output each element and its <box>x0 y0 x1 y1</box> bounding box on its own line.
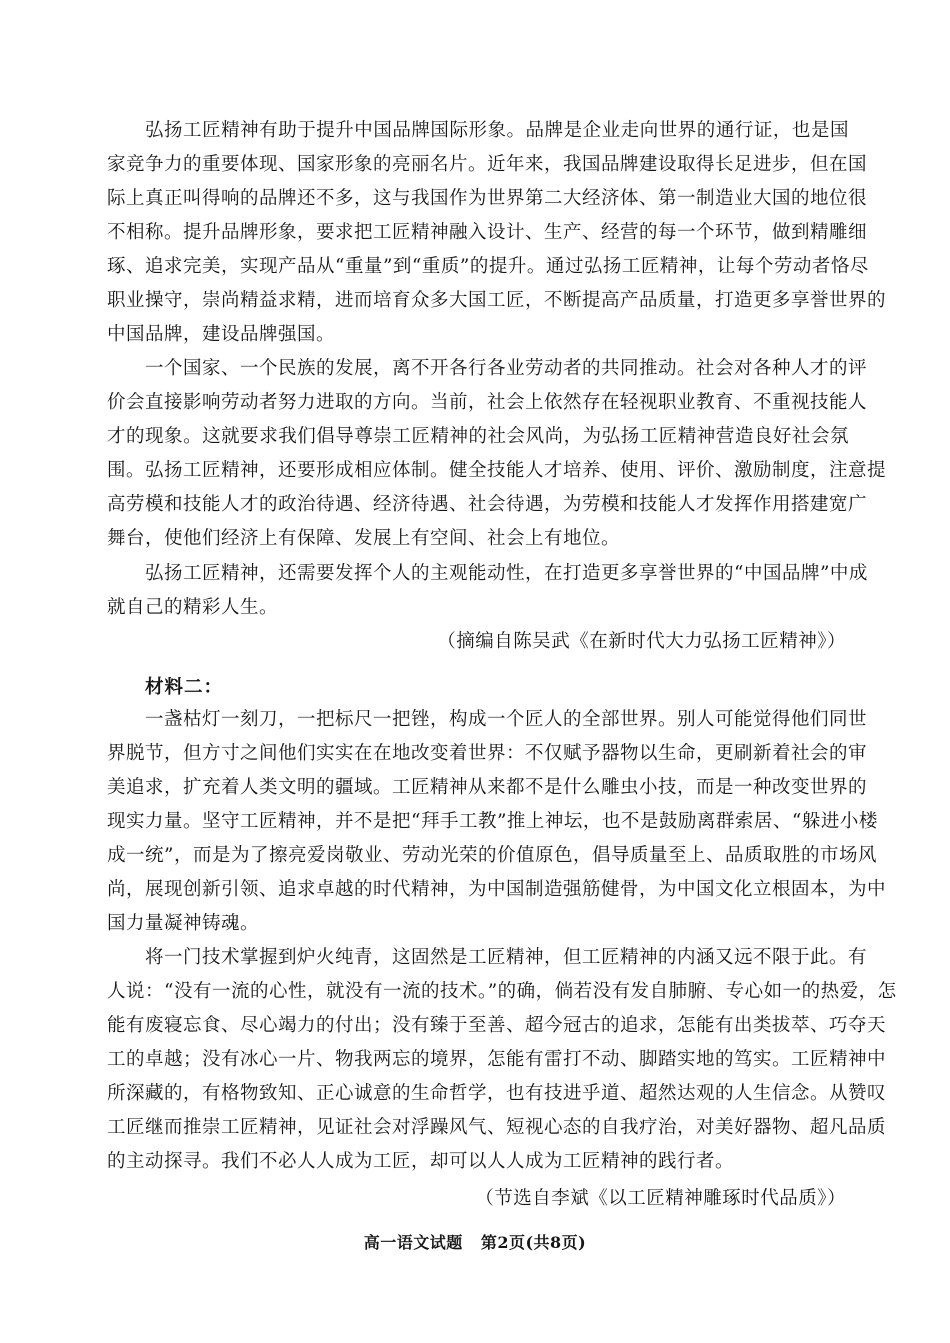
text-line: 才的现象。这就要求我们倡导尊崇工匠精神的社会风尚，为弘扬工匠精神营造良好社会氛 <box>107 426 849 447</box>
text-line: 价会直接影响劳动者努力进取的方向。当前，社会上依然存在轻视职业教育、不重视技能人 <box>107 392 868 413</box>
text-line: 工匠继而推崇工匠精神，见证社会对浮躁风气、短视心态的自我疗治，对美好器物、超凡品质 <box>107 1117 887 1138</box>
text-line: 高劳模和技能人才的政治待遇、经济待遇、社会待遇，为劳模和技能人才发挥作用搭建宽广 <box>107 494 868 515</box>
text-line: 弘扬工匠精神有助于提升中国品牌国际形象。品牌是企业走向世界的通行证，也是国 <box>145 120 849 141</box>
text-line: 能有废寝忘食、尽心竭力的付出；没有臻于至善、超今冠古的追求，怎能有出类拔萃、巧夺天 <box>107 1015 887 1036</box>
exam-title: 高一语文试题 <box>363 1233 463 1252</box>
source-citation: （节选自李斌《以工匠精神雕琢时代品质》） <box>475 1188 846 1209</box>
page-number: 第2页(共8页) <box>480 1233 587 1252</box>
text-line: 家竞争力的重要体现、国家形象的亮丽名片。近年来，我国品牌建设取得长足进步，但在国 <box>107 154 868 175</box>
text-line: 就自己的精彩人生。 <box>107 597 279 618</box>
text-line: 现实力量。坚守工匠精神，并不是把“拜手工教”推上神坛，也不是鼓励离群索居、“躲进小楼 <box>107 811 878 832</box>
text-line: 一个国家、一个民族的发展，离不开各行各业劳动者的共同推动。社会对各种人才的评 <box>145 358 868 379</box>
text-line: 舞台，使他们经济上有保障、发展上有空间、社会上有地位。 <box>107 528 621 549</box>
text-line: 中国品牌，建设品牌强国。 <box>107 324 336 345</box>
text-line: 不相称。提升品牌形象，要求把工匠精神融入设计、生产、经营的每一个环节，做到精雕细 <box>107 222 868 243</box>
page-footer <box>0 1230 950 1253</box>
text-line: 工的卓越；没有冰心一片、物我两忘的境界，怎能有雷打不动、脚踏实地的笃实。工匠精神中 <box>107 1049 887 1070</box>
section-heading: 材料二： <box>145 677 224 698</box>
text-line: 尚，展现创新引领、追求卓越的时代精神，为中国制造强筋健骨，为中国文化立根固本，为中 <box>107 879 887 900</box>
text-line: 际上真正叫得响的品牌还不多，这与我国作为世界第二大经济体、第一制造业大国的地位很 <box>107 188 868 209</box>
text-line: 人说：“没有一流的心性，就没有一流的技术。”的确，倘若没有发自肺腑、专心如一的热爱，怎 <box>107 981 897 1002</box>
source-citation: （摘编自陈吴武《在新时代大力弘扬工匠精神》） <box>437 631 846 652</box>
text-line: 界脱节，但方寸之间他们实实在在地改变着世界：不仅赋予器物以生命，更刷新着社会的审 <box>107 743 868 764</box>
text-line: 一盏枯灯一刻刀，一把标尺一把锉，构成一个匠人的全部世界。别人可能觉得他们同世 <box>145 709 868 730</box>
text-line: 国力量凝神铸魂。 <box>107 913 260 934</box>
text-line: 的主动探寻。我们不必人人成为工匠，却可以人人成为工匠精神的践行者。 <box>107 1151 735 1172</box>
text-line: 所深藏的，有格物致知、正心诚意的生命哲学，也有技进乎道、超然达观的人生信念。从赞叹 <box>107 1083 887 1104</box>
text-line: 成一统”，而是为了擦亮爱岗敬业、劳动光荣的价值原色，倡导质量至上、品质取胜的市场风 <box>107 845 877 866</box>
text-line: 职业操守，崇尚精益求精，进而培育众多大国工匠，不断提高产品质量，打造更多享誉世界的 <box>107 290 887 311</box>
text-line: 琢、追求完美，实现产品从“重量”到“重质”的提升。通过弘扬工匠精神，让每个劳动者恪尽 <box>107 256 869 277</box>
text-line: 美追求，扩充着人类文明的疆域。工匠精神从来都不是什么雕虫小技，而是一种改变世界的 <box>107 777 868 798</box>
text-line: 弘扬工匠精神，还需要发挥个人的主观能动性，在打造更多享誉世界的“中国品牌”中成 <box>145 563 868 584</box>
text-line: 将一门技术掌握到炉火纯青，这固然是工匠精神，但工匠精神的内涵又远不限于此。有 <box>145 947 868 968</box>
text-line: 围。弘扬工匠精神，还要形成相应体制。健全技能人才培养、使用、评价、激励制度，注意提 <box>107 460 887 481</box>
